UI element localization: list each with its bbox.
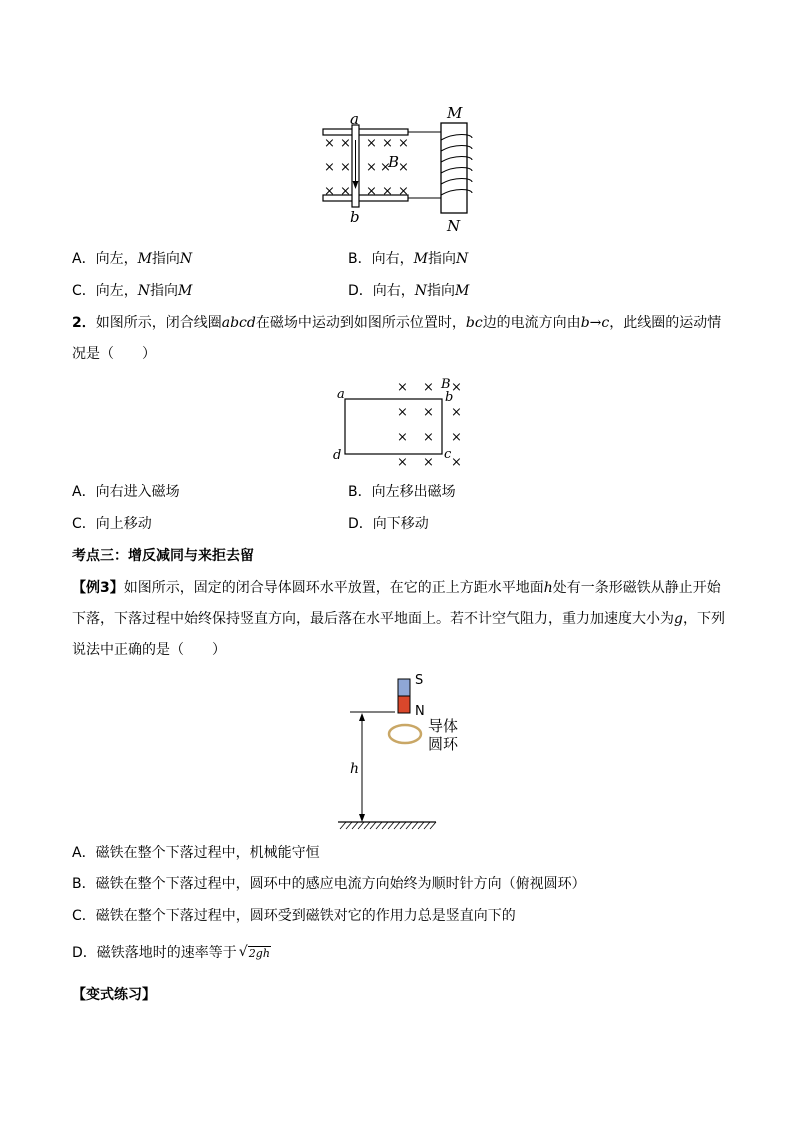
svg-text:×: × <box>423 455 434 470</box>
svg-text:×: × <box>397 405 408 420</box>
cross: × <box>340 136 351 151</box>
ex3-stem-line2: 下落，下落过程中始终保持竖直方向，最后落在水平地面上。若不计空气阻力，重力加速度大小为g，下列 <box>72 611 725 627</box>
label-h: h <box>350 761 360 777</box>
section-heading: 考点三：增反减同与来拒去留 <box>72 548 254 564</box>
label-d: d <box>333 448 342 463</box>
svg-text:×: × <box>451 455 462 470</box>
height-arrow-top <box>359 713 365 721</box>
label-B: B <box>388 153 400 171</box>
q1-option-c[interactable]: C．向左，N指向M <box>72 283 193 299</box>
label-B: B <box>441 377 451 392</box>
svg-text:×: × <box>397 455 408 470</box>
cross: × <box>398 184 409 199</box>
q1-option-d[interactable]: D．向右，N指向M <box>348 283 470 299</box>
svg-text:×: × <box>423 430 434 445</box>
cross: × <box>324 136 335 151</box>
label-M: M <box>447 104 463 122</box>
cross: × <box>380 160 391 175</box>
cross: × <box>340 160 351 175</box>
sqrt-sign: √ <box>238 944 248 960</box>
ex3-option-d[interactable]: D．磁铁落地时的速率等于 √ 2gh <box>72 943 271 964</box>
cross: × <box>340 184 351 199</box>
practice-heading: 【变式练习】 <box>72 987 156 1003</box>
magnet-n-pole <box>398 696 410 713</box>
cross: × <box>366 136 377 151</box>
label-b: b <box>445 390 454 405</box>
label-N: N <box>447 217 461 235</box>
svg-text:×: × <box>451 405 462 420</box>
cross: × <box>366 160 377 175</box>
ring-label-line1: 导体 <box>428 717 459 735</box>
svg-text:×: × <box>397 380 408 395</box>
cross: × <box>324 184 335 199</box>
sqrt-argument: 2gh <box>248 947 270 960</box>
ex3-stem-line3: 说法中正确的是（ ） <box>72 642 226 658</box>
conductor-ring <box>389 725 421 743</box>
q2-stem-line2: 况是（ ） <box>72 346 156 362</box>
label-b: b <box>350 208 360 226</box>
cross: × <box>382 184 393 199</box>
svg-text:×: × <box>397 430 408 445</box>
ex3-stem-line1: 【例3】如图所示，固定的闭合导体圆环水平放置，在它的正上方距水平地面h处有一条形磁铁从静止开始 <box>72 580 721 596</box>
ground-hatching <box>340 822 436 829</box>
label-N: N <box>415 704 425 719</box>
sqrt-expression <box>239 943 271 964</box>
q2-option-c[interactable]: C．向上移动 <box>72 516 152 532</box>
q2-option-a[interactable]: A．向右进入磁场 <box>72 484 180 500</box>
label-S: S <box>415 673 424 688</box>
magnet-s-pole <box>398 679 410 696</box>
q2-stem-line1: 2．如图所示，闭合线圈abcd在磁场中运动到如图所示位置时，bc边的电流方向由b→c，此线圈的运动情 <box>72 315 722 331</box>
q1-option-b[interactable]: B．向右，M指向N <box>348 251 469 267</box>
label-a: a <box>337 387 345 402</box>
svg-text:×: × <box>423 405 434 420</box>
svg-text:×: × <box>451 430 462 445</box>
ring-label-line2: 圆环 <box>428 735 459 753</box>
svg-text:×: × <box>423 380 434 395</box>
q2-option-b[interactable]: B．向左移出磁场 <box>348 484 456 500</box>
cross: × <box>382 136 393 151</box>
cross: × <box>366 184 377 199</box>
q2-option-d[interactable]: D．向下移动 <box>348 516 429 532</box>
label-c: c <box>444 447 452 462</box>
cross: × <box>324 160 335 175</box>
cross: × <box>398 136 409 151</box>
ex3-option-c[interactable]: C．磁铁在整个下落过程中，圆环受到磁铁对它的作用力总是竖直向下的 <box>72 908 516 924</box>
svg-text:×: × <box>451 380 462 395</box>
cross: × <box>398 160 409 175</box>
label-a: a <box>350 110 359 128</box>
q1-option-a[interactable]: A．向左，M指向N <box>72 251 193 267</box>
ex3-option-a[interactable]: A．磁铁在整个下落过程中，机械能守恒 <box>72 845 320 861</box>
height-arrow-bottom <box>359 814 365 822</box>
ex3-option-b[interactable]: B．磁铁在整个下落过程中，圆环中的感应电流方向始终为顺时针方向（俯视圆环） <box>72 876 586 892</box>
